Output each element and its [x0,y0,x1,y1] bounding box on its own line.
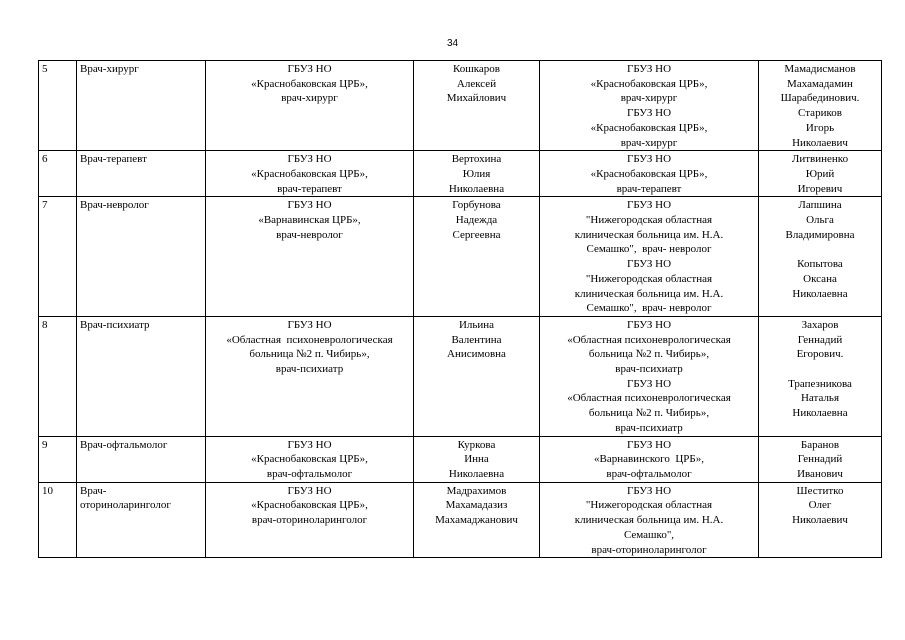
candidate-cell [414,436,540,482]
cell-line: ГБУЗ НО [626,438,672,451]
specialty-cell [77,61,206,151]
cell-line: Копытова [797,258,843,271]
cell-line: Врач-хирург [80,63,139,75]
cell-line [762,242,878,257]
cell-line: ГБУЗ НО [287,484,332,497]
cell-line: Шарабединович. [780,92,860,105]
cell-line: «Краснобаковская ЦРБ», [590,121,708,134]
cell-line: ГБУЗ НО [626,153,672,166]
cell-line: ГБУЗ НО [626,377,672,390]
cell-line: «Краснобаковская ЦРБ», [251,167,368,180]
mentor-organization-cell [540,197,759,317]
mentor-cell [759,316,882,436]
table-row [39,151,882,197]
table-row [39,316,882,436]
cell-line: врач-офтальмолог [606,467,692,480]
cell-line: Олег [808,499,832,512]
cell-line: Литвиненко [791,153,849,166]
cell-line: ГБУЗ НО [287,63,332,75]
cell-line: клиническая больница им. Н.А. [574,287,724,300]
cell-line: Ильина [458,318,495,331]
cell-line: Врач-терапевт [80,153,147,166]
cell-line: «Краснобаковская ЦРБ», [590,77,708,90]
mentor-cell [759,151,882,197]
cell-line: клиническая больница им. Н.А. [574,514,724,527]
cell-line: «Краснобаковская ЦРБ», [590,167,708,180]
cell-line: ГБУЗ НО [626,318,672,331]
cell-line: Семашко", врач- невролог [586,243,712,256]
cell-line: Мамадисманов [784,63,856,75]
cell-line: Анисимовна [447,348,506,361]
cell-line: ГБУЗ НО [626,63,672,75]
cell-line: Юрий [805,167,835,180]
row-number-cell: 8 [39,316,77,436]
cell-line: ГБУЗ НО [626,107,672,120]
cell-line: Стариков [798,107,842,120]
cell-line: ГБУЗ НО [626,199,672,212]
cell-line: Захаров [801,318,839,331]
row-number-cell: 9 [39,436,77,482]
cell-line: Николаевна [792,287,848,300]
cell-line: врач-хирург [620,92,678,105]
cell-line: Мадрахимов [446,484,507,497]
cell-line: "Нижегородская областная [585,214,713,227]
cell-line: ГБУЗ НО [287,153,332,166]
cell-line: Сергеевна [452,228,501,241]
cell-line: Юлия [462,167,491,180]
specialty-cell [77,316,206,436]
mentor-organization-cell [540,61,759,151]
mentor-cell [759,197,882,317]
row-number-cell: 10 [39,482,77,558]
cell-line: Шеститко [796,484,844,497]
cell-line: врач-оториноларинголог [251,514,368,527]
cell-line: врач-психиатр [615,363,683,376]
cell-line: «Краснобаковская ЦРБ», [251,77,368,90]
cell-line: Николаевич [792,514,848,527]
table-row [39,197,882,317]
table-row [39,436,882,482]
cell-line: «Варнавинского ЦРБ», [594,453,704,466]
mentor-cell [759,482,882,558]
cell-line: Надежда [455,214,498,227]
cell-line [762,362,878,377]
cell-line: Махамадамин [787,77,853,90]
cell-line: Наталья [800,392,840,405]
organization-cell [206,61,414,151]
table-row [39,61,882,151]
cell-line: «Областная психоневрологическая [226,333,393,346]
table-row [39,482,882,558]
cell-line: больница №2 п. Чибирь», [588,348,710,361]
cell-line: «Областная психоневрологическая [567,392,731,405]
cell-line: Махамадазиз [445,499,508,512]
organization-cell [206,482,414,558]
row-number-cell: 6 [39,151,77,197]
cell-line: Инна [464,453,489,466]
candidate-cell [414,316,540,436]
mentor-organization-cell [540,316,759,436]
specialty-cell [77,482,206,558]
cell-line: Игоревич [797,182,843,195]
cell-line: Вертохина [451,153,502,166]
cell-line: врач-оториноларинголог [591,543,707,556]
cell-line: Игорь [805,121,835,134]
cell-line: врач-психиатр [615,421,683,434]
cell-line: врач-офтальмолог [266,467,353,480]
candidate-cell [414,151,540,197]
cell-line: оториноларинголог [80,499,171,512]
candidate-cell [414,197,540,317]
cell-line: Врач-невролог [80,199,149,212]
cell-line: Куркова [457,438,496,451]
cell-line: Владимировна [785,228,855,241]
specialty-cell [77,197,206,317]
cell-line: "Нижегородская областная [585,272,713,285]
specialty-cell [77,151,206,197]
mentor-organization-cell [540,436,759,482]
cell-line: врач-терапевт [277,182,342,195]
cell-line: Врач-офтальмолог [80,438,168,451]
cell-line: врач-невролог [276,228,343,241]
cell-line: Геннадий [797,453,843,466]
cell-line: Врач-психиатр [80,318,150,331]
cell-line: ГБУЗ НО [287,438,332,451]
cell-line: Иванович [797,467,843,480]
cell-line: ГБУЗ НО [287,318,332,331]
row-number-cell: 5 [39,61,77,151]
cell-line: врач-хирург [281,92,338,105]
organization-cell [206,151,414,197]
cell-line: Николаевна [448,182,505,195]
page-number: 34 [446,38,459,49]
cell-line: больница №2 п. Чибирь», [588,407,710,420]
cell-line: Горбунова [452,199,501,212]
mentor-cell [759,436,882,482]
cell-line: Михайлович [446,92,507,105]
cell-line: Семашко", врач- невролог [586,302,712,315]
cell-line: Баранов [800,438,840,451]
specialty-cell [77,436,206,482]
cell-line: Валентина [451,333,502,346]
cell-line: "Нижегородская областная [585,499,713,512]
cell-line: Геннадий [797,333,843,346]
cell-line: Лапшина [798,199,842,212]
cell-line: Врач- [80,484,107,497]
cell-line: Егорович. [796,348,844,361]
cell-line: врач-терапевт [616,182,682,195]
cell-line: Махамаджанович [435,514,518,527]
cell-line: Николаевич [792,136,848,149]
organization-cell [206,436,414,482]
cell-line: клиническая больница им. Н.А. [574,228,724,241]
cell-line: Николаевна [448,467,505,480]
cell-line: «Областная психоневрологическая [567,333,731,346]
cell-line: Алексей [456,77,497,90]
cell-line: Кошкаров [452,63,500,75]
cell-line: Николаевна [792,407,848,420]
mentor-organization-cell [540,482,759,558]
cell-line: Ольга [806,214,834,227]
cell-line: «Варнавинская ЦРБ», [258,214,361,227]
cell-line: ГБУЗ НО [626,484,672,497]
cell-line: Оксана [803,272,837,285]
cell-line: врач-хирург [620,136,678,149]
organization-cell [206,316,414,436]
cell-line: «Краснобаковская ЦРБ», [251,453,368,466]
cell-line: врач-психиатр [275,363,344,376]
cell-line: ГБУЗ НО [287,199,332,212]
candidate-cell [414,482,540,558]
cell-line: больница №2 п. Чибирь», [249,348,370,361]
organization-cell [206,197,414,317]
cell-line: Семашко", [623,528,675,541]
mentor-organization-cell [540,151,759,197]
cell-line: «Краснобаковская ЦРБ», [251,499,368,512]
mentor-cell [759,61,882,151]
cell-line: Трапезникова [788,377,852,390]
row-number-cell: 7 [39,197,77,317]
cell-line: ГБУЗ НО [626,258,672,271]
specialists-table [38,60,882,558]
candidate-cell [414,61,540,151]
